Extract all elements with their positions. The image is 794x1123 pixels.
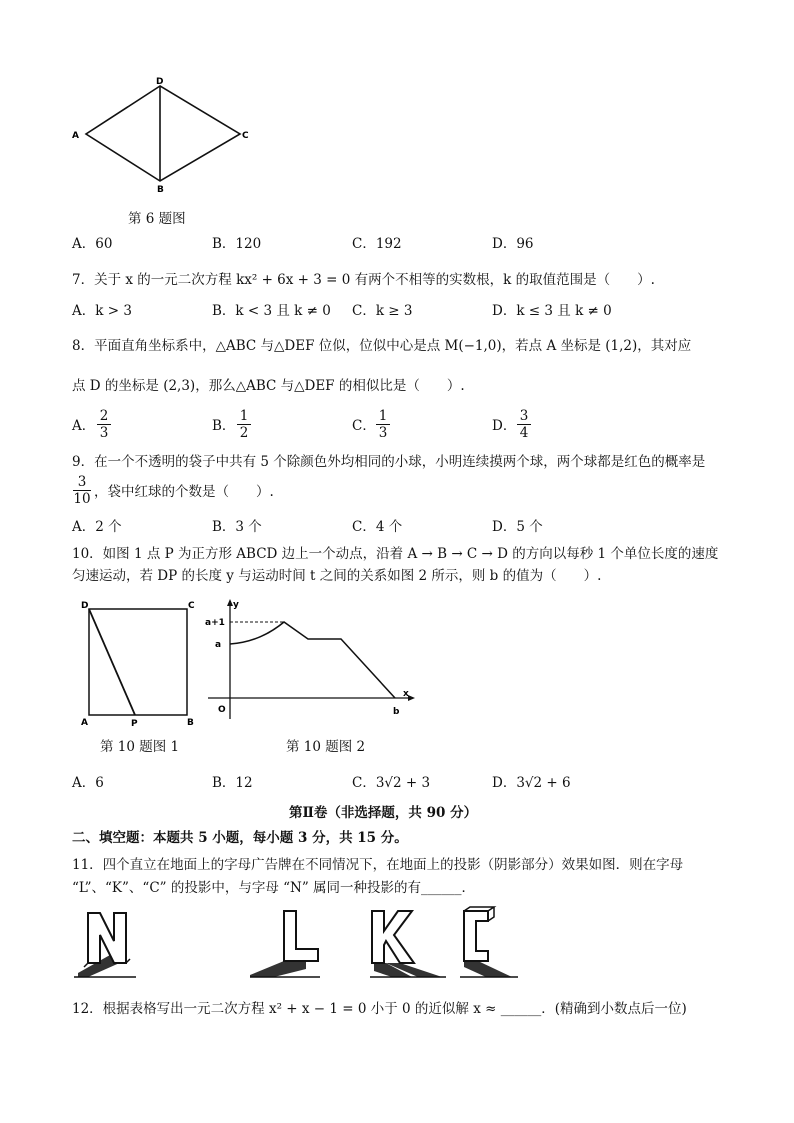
q8-option-d[interactable] (492, 417, 516, 435)
shadow-l (250, 961, 306, 977)
q7-option-a[interactable]: A．k > 3 (72, 303, 132, 319)
graph-y-label: y (233, 600, 239, 610)
q9-option-c[interactable]: C．4 个 (352, 519, 403, 535)
vertex-b: B (157, 185, 164, 194)
q8-option-c[interactable] (352, 417, 376, 435)
billboard-l (250, 911, 320, 977)
billboard-c (460, 907, 518, 977)
fig1-vertex-d: D (81, 601, 89, 611)
q8-option-b-fraction: 1 2 (236, 408, 252, 441)
q11-line1: 11．四个直立在地面上的字母广告牌在不同情况下，在地面上的投影（阴影部分）效果如图．则在字母 (72, 857, 684, 873)
graph-a-label: a (215, 640, 222, 650)
q6-option-d[interactable]: D．96 (492, 236, 534, 252)
q6-option-b[interactable]: B．120 (212, 236, 262, 252)
q9-option-b[interactable]: B．3 个 (212, 519, 262, 535)
q7-stem: 7．关于 x 的一元二次方程 kx² + 6x + 3 = 0 有两个不相等的实数根，k 的取值范围是（ ）. (72, 272, 655, 288)
shadow-c (464, 961, 512, 977)
q8-option-c-label: C． (352, 418, 376, 434)
q9-line2: ，袋中红球的个数是（ ）. (94, 484, 274, 500)
q10-option-a[interactable]: A．6 (72, 775, 104, 791)
q10-square-figure (75, 595, 205, 727)
vertex-a: A (72, 131, 79, 141)
q8-line1: 8．平面直角坐标系中，△ABC 与△DEF 位似，位似中心是点 M(−1,0)，若点 A 坐标是 (1,2)，其对应 (72, 338, 692, 354)
q10-line2: 匀速运动，若 DP 的长度 y 与运动时间 t 之间的关系如图 2 所示，则 b 的值为（ ）. (72, 568, 602, 584)
q6-option-a[interactable]: A．60 (72, 236, 113, 252)
fig1-point-p: P (131, 719, 138, 727)
q10-graph-figure (200, 597, 418, 722)
fig1-vertex-b: B (187, 718, 194, 727)
q8-line2: 点 D 的坐标是 (2,3)，那么△ABC 与△DEF 的相似比是（ ）. (72, 378, 465, 394)
q6-option-c[interactable]: C．192 (352, 236, 402, 252)
rhombus-shape (86, 86, 240, 181)
letter-l-shape (284, 911, 318, 961)
section-title: 第Ⅱ卷（非选择题，共 90 分） (289, 805, 478, 821)
q7-option-c[interactable]: C．k ≥ 3 (352, 303, 413, 319)
q6-caption: 第 6 题图 (128, 211, 186, 227)
graph-curve (230, 622, 395, 698)
fill-blank-heading: 二、填空题：本题共 5 小题，每小题 3 分，共 15 分。 (72, 830, 408, 846)
q9-option-d[interactable]: D．5 个 (492, 519, 543, 535)
q11-line2: “L”、“K”、“C” 的投影中，与字母 “N” 属同一种投影的有______． (72, 880, 476, 896)
q7-option-d[interactable]: D．k ≤ 3 且 k ≠ 0 (492, 303, 612, 319)
graph-x-arrow (408, 695, 415, 701)
q7-option-b[interactable]: B．k < 3 且 k ≠ 0 (212, 303, 331, 319)
graph-origin-label: O (218, 705, 226, 715)
graph-b-label: b (393, 707, 400, 717)
q8-option-a-fraction: 2 3 (96, 408, 112, 441)
q9-line1: 9．在一个不透明的袋子中共有 5 个除颜色外均相同的小球，小明连续摸两个球，两个球都是红色的概率是 (72, 454, 706, 470)
q6-rhombus-figure (70, 74, 260, 194)
q8-option-d-fraction: 3 4 (516, 408, 532, 441)
vertex-c: C (242, 131, 249, 141)
segment-dp (89, 609, 135, 715)
billboard-n (74, 913, 136, 977)
q10-option-d[interactable]: D．3√2 + 6 (492, 775, 571, 791)
q12-stem: 12．根据表格写出一元二次方程 x² + x − 1 = 0 小于 0 的近似解 x ≈ ______．(精确到小数点后一位) (72, 1001, 687, 1017)
billboard-k (370, 911, 446, 977)
q8-option-b-label: B． (212, 418, 236, 434)
square-abcd (89, 609, 187, 715)
q10-option-b[interactable]: B．12 (212, 775, 253, 791)
q11-billboards-figure (74, 905, 524, 979)
fig1-vertex-c: C (188, 601, 195, 611)
q8-option-c-fraction: 1 3 (375, 408, 391, 441)
letter-n-shape (88, 913, 126, 963)
q8-option-b[interactable] (212, 417, 235, 435)
vertex-d: D (156, 77, 164, 87)
fig1-vertex-a: A (81, 718, 88, 727)
q9-probability-fraction: 3 10 (73, 474, 91, 507)
graph-x-label: x (403, 689, 409, 699)
graph-a1-label: a+1 (205, 618, 225, 628)
letter-c-shape (464, 911, 488, 961)
q8-option-a-label: A． (72, 418, 96, 434)
q10-line1: 10．如图 1 点 P 为正方形 ABCD 边上一个动点，沿着 A → B → C → D 的方向以每秒 1 个单位长度的速度 (72, 546, 719, 562)
q9-option-a[interactable]: A．2 个 (72, 519, 122, 535)
q8-option-a[interactable] (72, 417, 95, 435)
letter-k-shape (372, 911, 414, 963)
q10-caption1: 第 10 题图 1 (100, 739, 180, 755)
q10-option-c[interactable]: C．3√2 + 3 (352, 775, 431, 791)
q10-caption2: 第 10 题图 2 (286, 739, 366, 755)
q8-option-d-label: D． (492, 418, 517, 434)
